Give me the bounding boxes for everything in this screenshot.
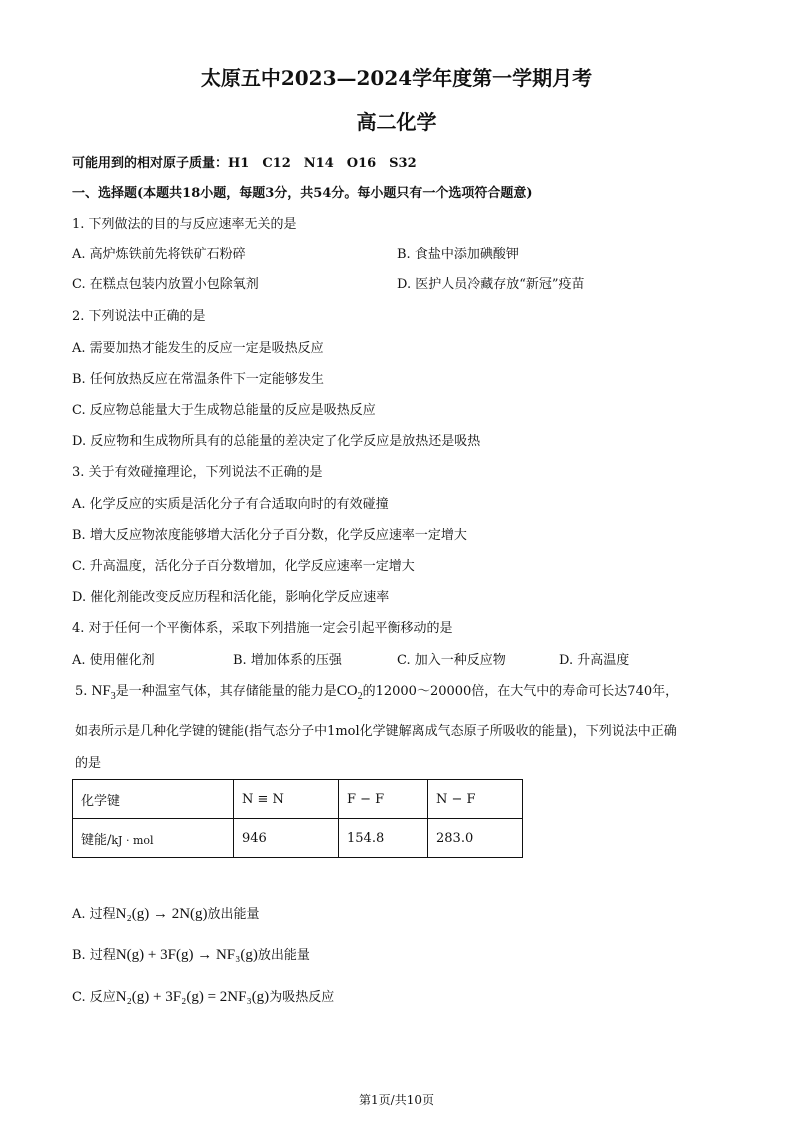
bond-energy-table — [72, 779, 523, 858]
co2-formula: $CO_2$ — [336, 683, 363, 702]
table-header-nn: N ≡ N — [234, 780, 339, 819]
q5-option-a: A. 过程N₂(g) → 2N(g)放出能量 — [72, 906, 260, 922]
q3-stem: 3. 关于有效碰撞理论，下列说法不正确的是 — [72, 465, 323, 480]
table-value-ff: 154.8 — [339, 819, 428, 858]
q5-option-c: C. 反应N₂(g) + 3F₂(g) = 2NF₃(g)为吸热反应 — [72, 989, 335, 1005]
q4-option-b: B. 增加体系的压强 — [233, 653, 342, 668]
q5-stem-line3: 的是 — [75, 756, 102, 771]
q3-option-a: A. 化学反应的实质是活化分子有合适取向时的有效碰撞 — [72, 497, 389, 512]
q5-number: 5. — [75, 684, 88, 699]
section-heading: 一、选择题(本题共18小题，每题3分，共54分。每小题只有一个选项符合题意) — [72, 186, 533, 201]
q5-stem — [75, 680, 678, 702]
q5-c-equation: N₂(g) + 3F₂(g) = 2NF₃(g) — [115, 989, 270, 1005]
q1-option-d: D. 医护人员冷藏存放“新冠”疫苗 — [397, 277, 585, 292]
q5-stem-mid: 是一种温室气体，其存储能量的能力是 — [115, 684, 337, 699]
q2-option-c: C. 反应物总能量大于生成物总能量的反应是吸热反应 — [72, 403, 376, 418]
exam-subtitle: 高二化学 — [356, 110, 437, 134]
table-row — [73, 819, 523, 858]
table-header-ff: F − F — [339, 780, 428, 819]
q4-stem: 4. 对于任何一个平衡体系，采取下列措施一定会引起平衡移动的是 — [72, 621, 453, 636]
table-row — [73, 780, 523, 819]
exam-title: 太原五中2023—2024学年度第一学期月考 — [200, 66, 593, 90]
q1-option-a: A. 高炉炼铁前先将铁矿石粉碎 — [72, 247, 246, 262]
q2-option-a: A. 需要加热才能发生的反应一定是吸热反应 — [72, 341, 324, 356]
q2-option-d: D. 反应物和生成物所具有的总能量的差决定了化学反应是放热还是吸热 — [72, 434, 481, 449]
table-row-label: 键能/kJ · mol — [73, 819, 234, 858]
q5-option-b: B. 过程N(g) + 3F(g) → NF₃(g)放出能量 — [72, 947, 310, 963]
q4-option-c: C. 加入一种反应物 — [397, 653, 506, 668]
q5-b-equation: N(g) + 3F(g) → NF₃(g) — [115, 947, 258, 963]
q1-stem: 1. 下列做法的目的与反应速率无关的是 — [72, 217, 297, 232]
table-header-bond: 化学键 — [73, 780, 234, 819]
q3-option-b: B. 增大反应物浓度能够增大活化分子百分数，化学反应速率一定增大 — [72, 528, 467, 543]
q1-option-b: B. 食盐中添加碘酸钾 — [397, 247, 519, 262]
table-value-nf: 283.0 — [428, 819, 523, 858]
page-footer: 第1页/共10页 — [359, 1093, 434, 1107]
q2-option-b: B. 任何放热反应在常温条件下一定能够发生 — [72, 372, 324, 387]
q2-stem: 2. 下列说法中正确的是 — [72, 309, 206, 324]
atomic-masses: 可能用到的相对原子质量：H1 C12 N14 O16 S32 — [72, 156, 417, 171]
q5-stem-end: 的12000～20000倍，在大气中的寿命可长达740年， — [362, 684, 679, 699]
q5-a-equation: N₂(g) → 2N(g) — [115, 906, 208, 922]
q5-stem-line2: 如表所示是几种化学键的键能(指气态分子中1mol化学键解离成气态原子所吸收的能量)，下列说法中正确 — [75, 724, 677, 739]
q4-option-d: D. 升高温度 — [559, 653, 630, 668]
q4-option-a: A. 使用催化剂 — [72, 653, 155, 668]
q3-option-d: D. 催化剂能改变反应历程和活化能，影响化学反应速率 — [72, 590, 390, 605]
table-value-nn: 946 — [234, 819, 339, 858]
q3-option-c: C. 升高温度，活化分子百分数增加，化学反应速率一定增大 — [72, 559, 415, 574]
nf3-formula: $NF_3$ — [91, 683, 116, 702]
q1-option-c: C. 在糕点包装内放置小包除氧剂 — [72, 277, 259, 292]
table-header-nf: N − F — [428, 780, 523, 819]
